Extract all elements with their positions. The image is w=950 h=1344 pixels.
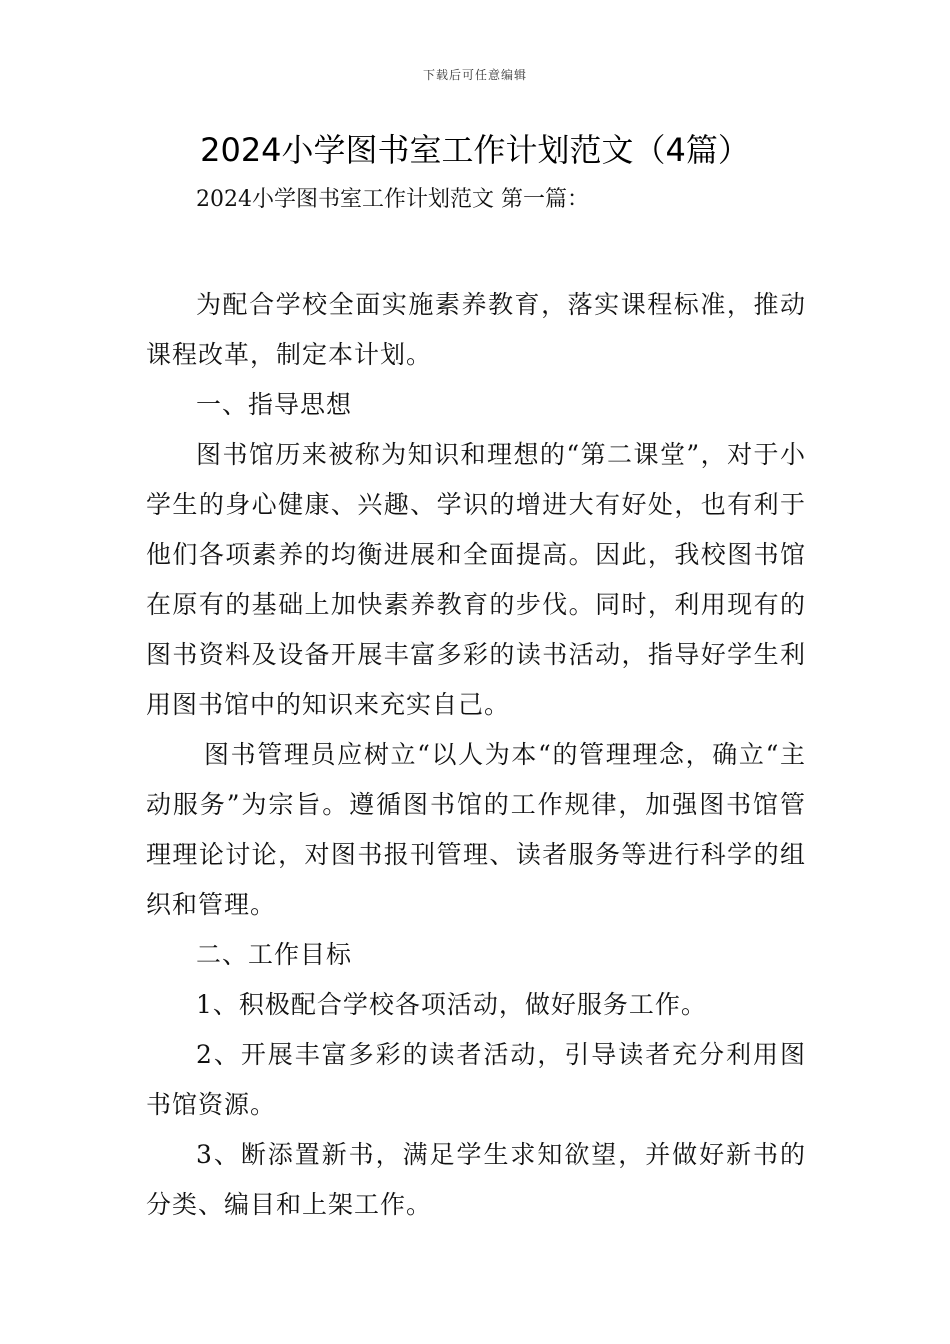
document-title: 2024小学图书室工作计划范文（4篇）	[200, 131, 750, 169]
section-subtitle: 2024小学图书室工作计划范文 第一篇：	[196, 187, 589, 212]
goal-item-3: 3、断添置新书，满足学生求知欲望，并做好新书的分类、编目和上架工作。	[146, 1140, 806, 1219]
goal-item-1: 1、积极配合学校各项活动，做好服务工作。	[196, 990, 707, 1019]
document-body	[146, 280, 806, 1230]
section-heading-guiding-ideology: 一、指导思想	[196, 390, 353, 419]
paragraph-intro: 为配合学校全面实施素养教育，落实课程标准，推动课程改革，制定本计划。	[146, 290, 806, 369]
header-note: 下载后可任意编辑	[422, 68, 527, 82]
paragraph-management-concept: 图书管理员应树立“以人为本“的管理理念，确立“主动服务”为宗旨。遵循图书馆的工作规律，加强图书馆管理理论讨论，对图书报刊管理、读者服务等进行科学的组织和管理。	[146, 740, 806, 919]
goal-item-2: 2、开展丰富多彩的读者活动，引导读者充分利用图书馆资源。	[146, 1040, 806, 1119]
paragraph-library-role: 图书馆历来被称为知识和理想的“第二课堂”，对于小学生的身心健康、兴趣、学识的增进大有好处，也有利于他们各项素养的均衡进展和全面提高。因此，我校图书馆在原有的基础上加快素养教育的步伐。同时，利用现有的图书资料及设备开展丰富多彩的读书活动，指导好学生利用图书馆中的知识来充实自己。	[146, 440, 806, 719]
section-heading-work-goals: 二、工作目标	[196, 940, 353, 969]
